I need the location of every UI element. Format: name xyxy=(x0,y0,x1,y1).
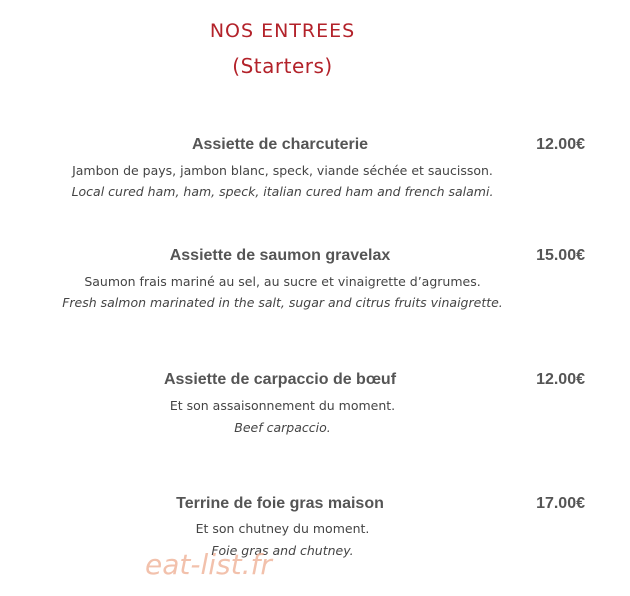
item-name: Assiette de charcuterie xyxy=(191,136,369,153)
item-description-fr: Jambon de pays, jambon blanc, speck, viande séchée et saucisson. xyxy=(72,163,493,178)
item-description-en: Fresh salmon marinated in the salt, sugar and citrus fruits vinaigrette. xyxy=(62,295,503,310)
item-description-en: Foie gras and chutney. xyxy=(211,543,354,558)
item-description-fr: Saumon frais mariné au sel, au sucre et vinaigrette d’agrumes. xyxy=(84,274,481,289)
item-price: 17.00€ xyxy=(536,495,585,512)
section-subtitle: (Starters) xyxy=(232,54,333,78)
item-description-fr: Et son assaisonnement du moment. xyxy=(169,398,396,413)
item-description-fr: Et son chutney du moment. xyxy=(195,521,370,536)
item-price: 15.00€ xyxy=(536,247,585,264)
item-name: Assiette de saumon gravelax xyxy=(169,247,391,264)
item-price: 12.00€ xyxy=(536,136,585,153)
item-name: Assiette de carpaccio de bœuf xyxy=(163,371,397,388)
item-price: 12.00€ xyxy=(536,371,585,388)
watermark: eat-list.fr xyxy=(145,548,272,581)
item-name: Terrine de foie gras maison xyxy=(176,495,384,512)
item-description-en: Beef carpaccio. xyxy=(234,420,331,435)
item-description-en: Local cured ham, ham, speck, italian cured ham and french salami. xyxy=(71,184,494,199)
section-title: NOS ENTREES xyxy=(209,20,356,42)
